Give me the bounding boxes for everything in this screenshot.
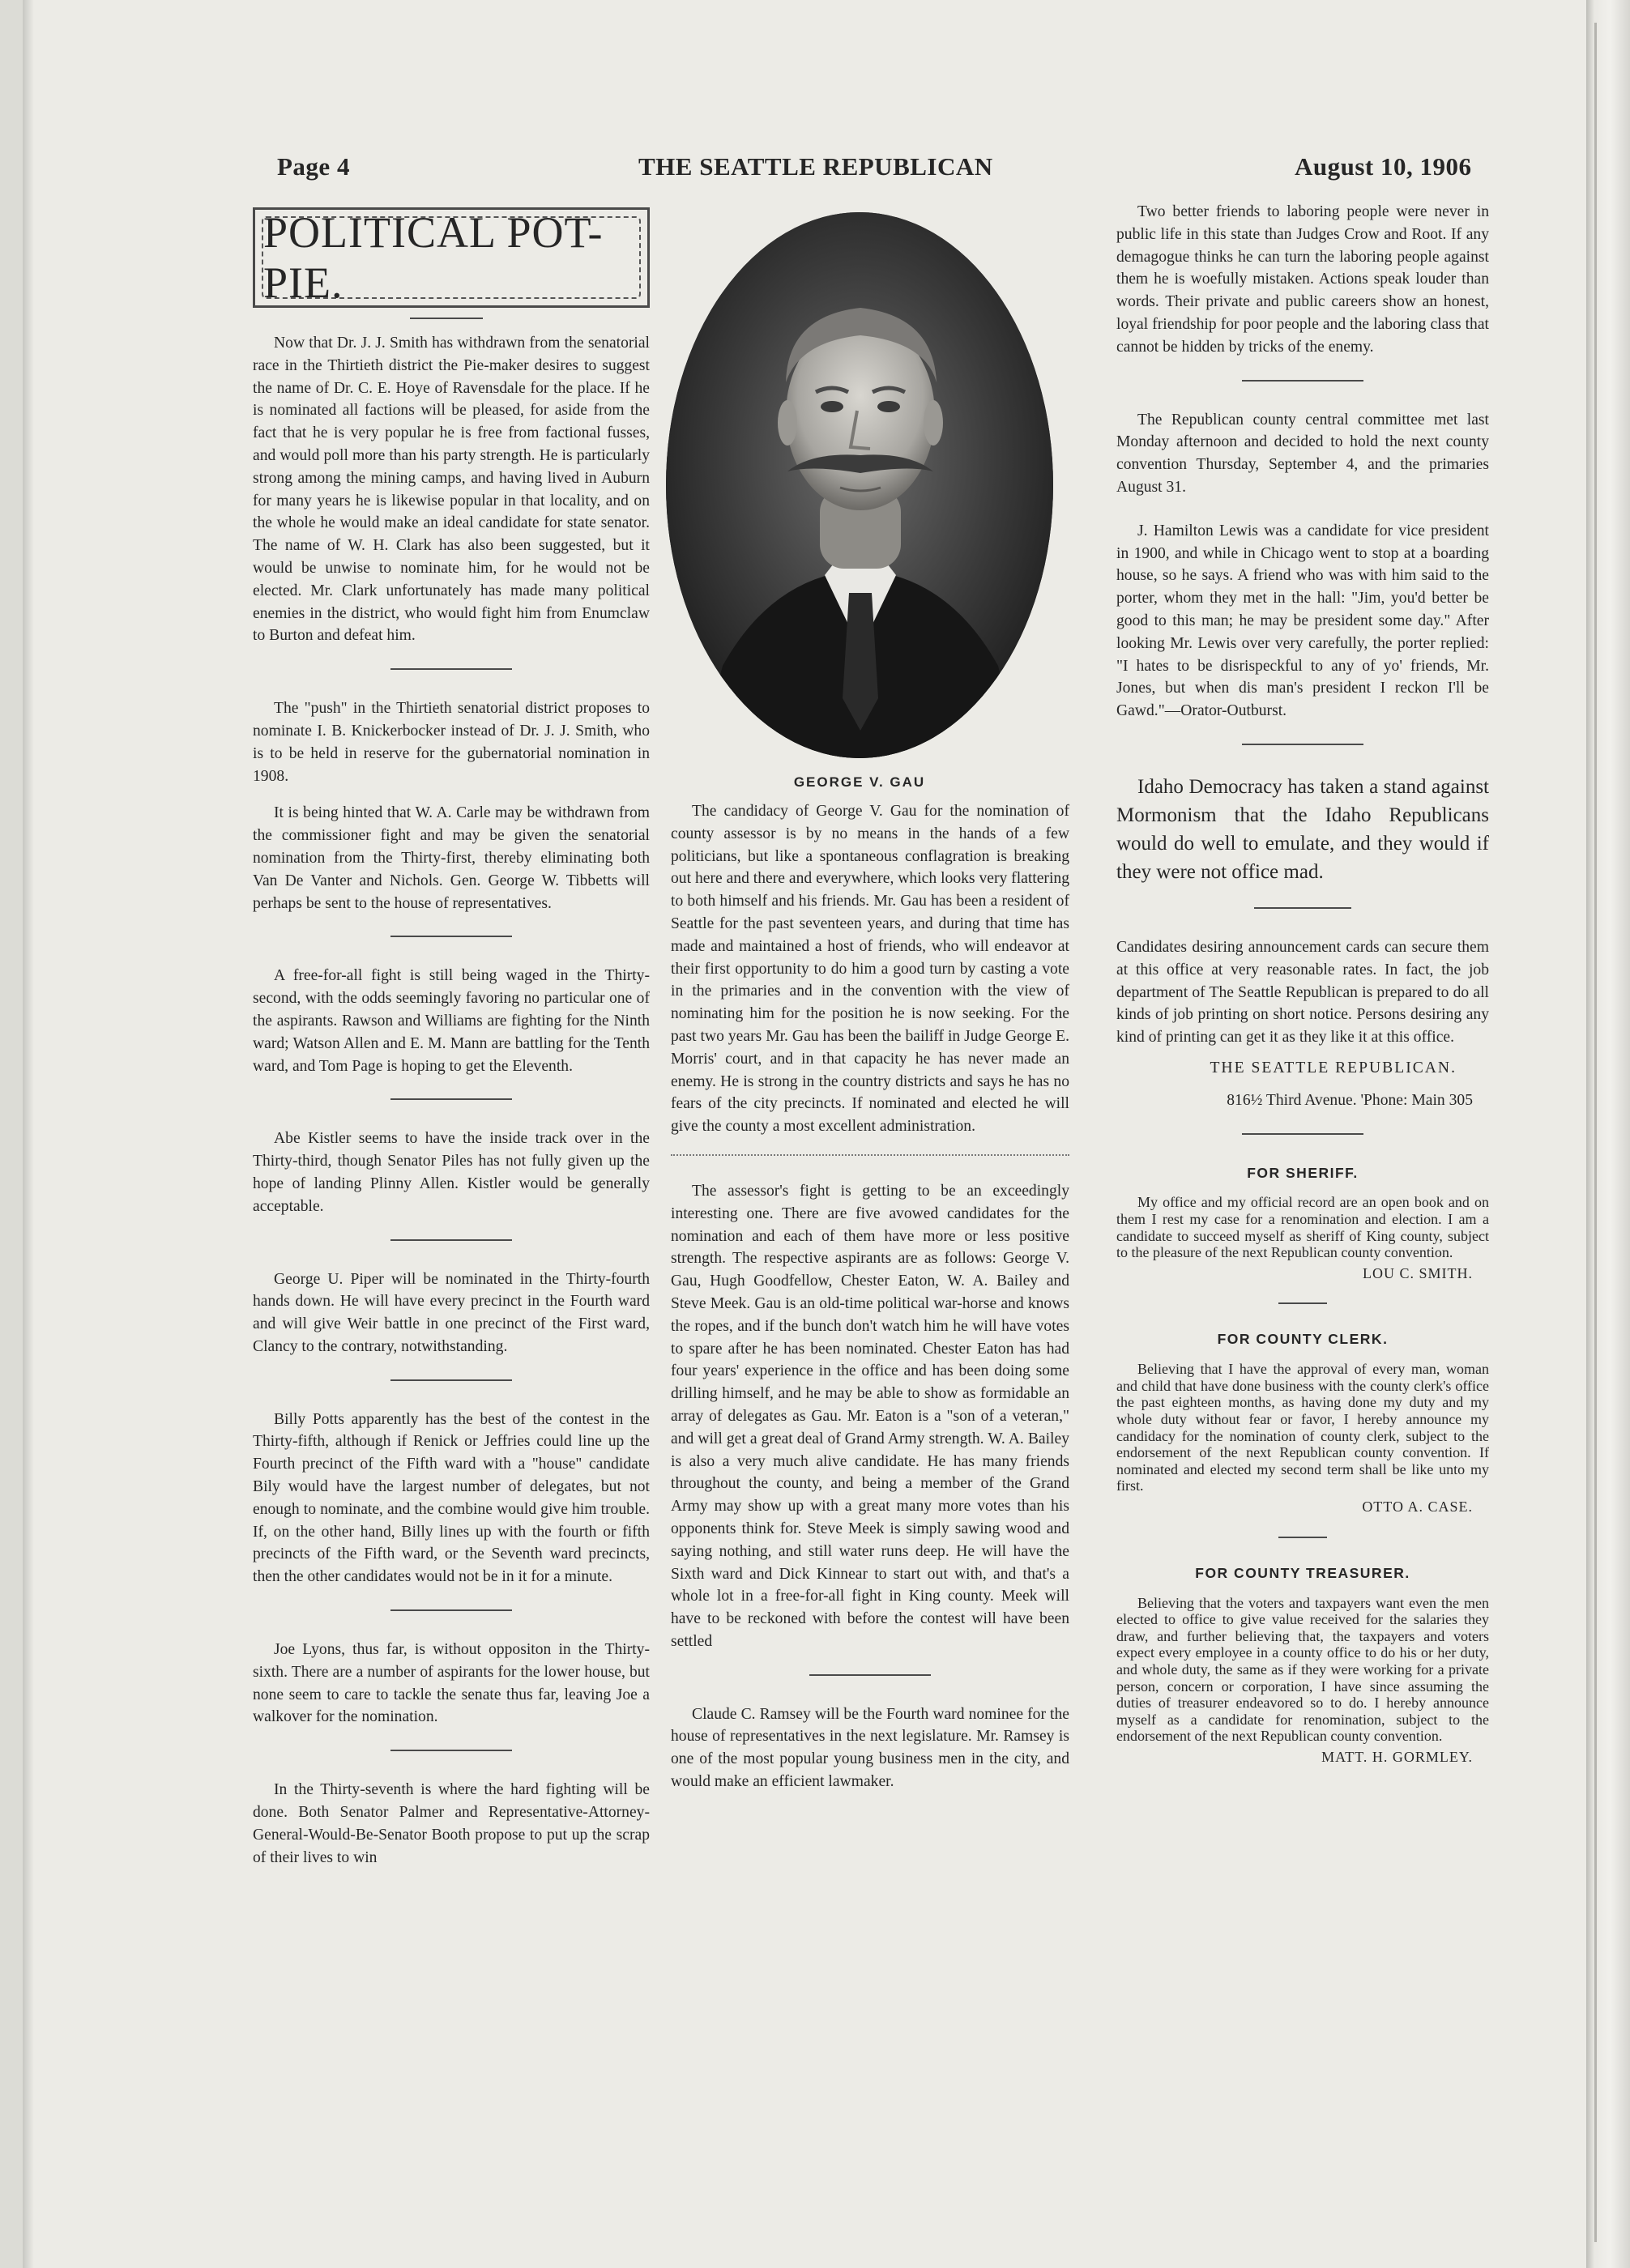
divider: [390, 1609, 512, 1611]
divider: [1242, 744, 1363, 745]
article-kistler: Abe Kistler seems to have the inside track over in the Thirty-third, though Senator Piles has not fully given up the hope of landing Plinny Allen. Kistler would be generally acceptable.: [253, 1130, 650, 1215]
divider: [1278, 1537, 1327, 1538]
next-page-edge: [1586, 0, 1630, 2268]
ad-sheriff-body: My office and my official record are an open book and on them I rest my case for a renomination and election. I am a candidate to succeed myself as sheriff of King county, subject to the pleasure of the next Republican county convention.: [1116, 1194, 1489, 1261]
ad-sheriff: [1116, 1162, 1489, 1285]
article-lyons: Joe Lyons, thus far, is without oppositon in the Thirty-sixth. There are a number of aspirants for the lower house, but none seem to care to tackle the senate thus far, leaving Joe a walkover for the nomination.: [253, 1641, 650, 1726]
ad-treasurer-body: Believing that the voters and taxpayers want even the men elected to office to give value received for the salaries they draw, and further believing that, the taxpayers and voters expect every employee in a county office to do his or her duty, and whole duty, the same as if they were working for a private person, concern or corporation, I have since assuming the duties of treasurer endeavored so to do. I hereby announce myself as a candidate for renomination, subject to the endorsement of the next Republican county convention.: [1116, 1594, 1489, 1745]
divider: [809, 1674, 931, 1676]
ad-treasurer-heading: FOR COUNTY TREASURER.: [1195, 1564, 1410, 1581]
article-ramsey: Claude C. Ramsey will be the Fourth ward nominee for the house of representatives in the next legislature. Mr. Ramsey is one of the most popular young business men in the city, and would make an efficient lawmaker.: [671, 1705, 1069, 1791]
divider: [1254, 907, 1351, 909]
cards-signature: THE SEATTLE REPUBLICAN.: [1210, 1059, 1457, 1076]
column-right: [1116, 201, 1489, 1769]
divider: [1278, 1302, 1327, 1304]
column-left: [253, 332, 650, 1875]
article-gau: The candidacy of George V. Gau for the nomination of county assessor is by no means in the hands of a few politicians, but like a spontaneous conflagration is breaking out here and there and everywhere, which looks very flattering to both himself and his friends. Mr. Gau has been a resident of Seattle for the past seventeen years, and during that time has made and maintained a host of friends, who will endeavor at their first opportunity to do him a good turn by casting a vote in the primaries and in the convention with the view of nominating him for the position he is now seeking. For the past two years Mr. Gau has been the bailiff in Judge George E. Morris' court, and in that capacity he has never made an enemy. He is strong in the country districts and says he has no fears of the city precincts. If nominated and elected he will give the county a most excellent administration.: [671, 803, 1069, 1136]
binding-fold: [1594, 23, 1597, 2242]
article-thirty-second: A free-for-all fight is still being waged in the Thirty-second, with the odds seemingly favoring no particular one of the aspirants. Rawson and Williams are fighting for the Ninth ward; Watson Allen and E. M. Mann are battling for the Tenth ward, and Tom Page is hoping to get the Eleventh.: [253, 967, 650, 1075]
newspaper-title: THE SEATTLE REPUBLICAN: [638, 152, 993, 181]
article-thirty-seventh: In the Thirty-seventh is where the hard fighting will be done. Both Senator Palmer and Representative-Attorney-General-Would-Be-Senator Booth propose to put up the scrap of their lives to win: [253, 1781, 650, 1866]
ad-county-clerk: [1116, 1328, 1489, 1518]
portrait-caption: GEORGE V. GAU: [793, 774, 926, 790]
dotted-divider: [671, 1154, 1069, 1156]
divider: [390, 1239, 512, 1241]
portrait-illustration: [666, 212, 1053, 758]
issue-date: August 10, 1906: [1295, 152, 1472, 181]
ad-sheriff-heading: FOR SHERIFF.: [1247, 1164, 1359, 1181]
divider: [390, 1750, 512, 1751]
ad-sheriff-name: LOU C. SMITH.: [1362, 1264, 1473, 1281]
divider: [390, 668, 512, 670]
divider: [390, 1098, 512, 1100]
divider: [390, 936, 512, 937]
cards-address: 816½ Third Avenue. 'Phone: Main 305: [1227, 1091, 1473, 1109]
ad-clerk-name: OTTO A. CASE.: [1362, 1498, 1473, 1516]
page-edge-shadow: [23, 0, 34, 2268]
article-hoye: Now that Dr. J. J. Smith has withdrawn from the senatorial race in the Thirtieth district the Pie-maker desires to suggest the name of Dr. C. E. Hoye of Ravensdale for the place. If he is nominated all factions will be pleased, for aside from the fact that he is very popular he is free from factional fusses, and would poll more than his party strength. He is particularly strong among the mining camps, and having lived in Auburn for many years he is likewise popular in that locality, and on the whole he would make an ideal candidate for state senator. The name of W. H. Clark has also been suggested, but it would be unwise to nominate him, for he would not be elected. Mr. Clark unfortunately has made many political enemies in the district, who would fight him from Enumclaw to Burton and defeat him.: [253, 335, 650, 645]
article-hamilton-lewis: J. Hamilton Lewis was a candidate for vice president in 1900, and while in Chicago went to stop at a boarding house, so he says. A friend who was with him said to the porter, whom they met in the hall: "Jim, you'd better be good to this man; he may be president some day." After looking Mr. Lewis over very carefully, the porter replied: "I hates to be disrispeckful to any of yo' friends, Mr. Jones, but when dis man's president I reckon I'll be Gawd."—Orator-Outburst.: [1116, 522, 1489, 720]
article-knickerbocker: The "push" in the Thirtieth senatorial district proposes to nominate I. B. Knickerbocker instead of Dr. J. J. Smith, who is to be held in reserve for the gubernatorial nomination in 1908.: [253, 700, 650, 785]
section-title-box: [253, 207, 650, 308]
announcement-cards-notice: [1116, 936, 1489, 1112]
divider: [1242, 1133, 1363, 1135]
cards-text: Candidates desiring announcement cards can secure them at this office at very reasonable rates. In fact, the job department of The Seattle Republican is prepared to do all kinds of job printing on short notice. Persons desiring any kind of printing can get it as they like it at this office.: [1116, 938, 1489, 1047]
ad-county-treasurer: [1116, 1562, 1489, 1769]
article-idaho: Idaho Democracy has taken a stand against Mormonism that the Idaho Republicans would do well to emulate, and they would if they were not office mad.: [1116, 775, 1489, 883]
column-center: [671, 800, 1069, 1800]
divider: [1242, 380, 1363, 382]
ad-treasurer-name: MATT. H. GORMLEY.: [1321, 1748, 1473, 1765]
title-divider: [410, 318, 483, 319]
article-potts: Billy Potts apparently has the best of the contest in the Thirty-fifth, although if Renick or Jeffries could line up the Fourth precinct of the Fifth ward with a "house" candidate Bily would have the largest number of delegates, but not enough to nominate, and the combine would give him trouble. If, on the other hand, Billy lines up with the fourth or fifth precincts of the Fifth ward, or the Seventh ward precincts, then the other candidates would not be in it for a minute.: [253, 1410, 650, 1586]
article-piper: George U. Piper will be nominated in the Thirty-fourth hands down. He will have every precinct in the Fourth ward and will give Weir battle in one precinct of the First ward, Clancy to the contrary, notwithstanding.: [253, 1270, 650, 1355]
section-title: POLITICAL POT-PIE.: [263, 208, 604, 307]
page-number: Page 4: [277, 152, 350, 181]
article-central-committee: The Republican county central committee met last Monday afternoon and decided to hold the next county convention Thursday, September 4, and the primaries August 31.: [1116, 411, 1489, 496]
divider: [390, 1379, 512, 1381]
article-carle: It is being hinted that W. A. Carle may be withdrawn from the commissioner fight and may be given the senatorial nomination from the Thirty-first, thereby eliminating both Van De Vanter and Nichols. Gen. George W. Tibbetts will perhaps be sent to the house of representatives.: [253, 804, 650, 912]
article-crow-root: Two better friends to laboring people were never in public life in this state than Judges Crow and Root. If any demagogue thinks he can turn the laboring people against them he is woefully mistaken. Actions speak louder than words. Their private and public careers show an honest, loyal friendship for poor people and the laboring class that cannot be hidden by tricks of the enemy.: [1116, 203, 1489, 356]
article-assessor-fight: The assessor's fight is getting to be an exceedingly interesting one. There are five avowed candidates for the nomination and each of them have more or less positive strength. The respective aspirants are as follows: George V. Gau, Hugh Goodfellow, Chester Eaton, W. A. Bailey and Steve Meek. Gau is an old-time political war-horse and knows the ropes, and if the bunch don't watch him he will have votes to spare after he has been nominated. Chester Eaton has had four years' experience in the office and has been doing some drilling himself, and he may be able to show as formidable an array of delegates as Gau. Mr. Eaton is a "son of a veteran," and will get a great deal of Grand Army strength. W. A. Bailey is also a very much alive candidate. He has many friends throughout the county, and being a member of the Grand Army may show up with a great many more votes than his opponents think for. Steve Meek is simply sawing wood and saying nothing, and still water runs deep. He will have the Sixth ward and Dick Kinnear to start out with, and that's a whole lot in a free-for-all fight in King county. Meek will have to be reckoned with before the contest will have been settled: [671, 1182, 1069, 1650]
ad-clerk-heading: FOR COUNTY CLERK.: [1217, 1331, 1389, 1348]
section-title-frame: [262, 208, 641, 307]
ad-clerk-body: Believing that I have the approval of every man, woman and child that have done business with the county clerk's office the past eighteen months, as having done my duty and my whole duty without fear or favor, I hereby announce my candidacy for the nomination of county clerk, subject to the endorsement of the next Republican county convention. If nominated and elected my second term shall be like unto my first.: [1116, 1361, 1489, 1494]
portrait-photo: [666, 212, 1053, 758]
